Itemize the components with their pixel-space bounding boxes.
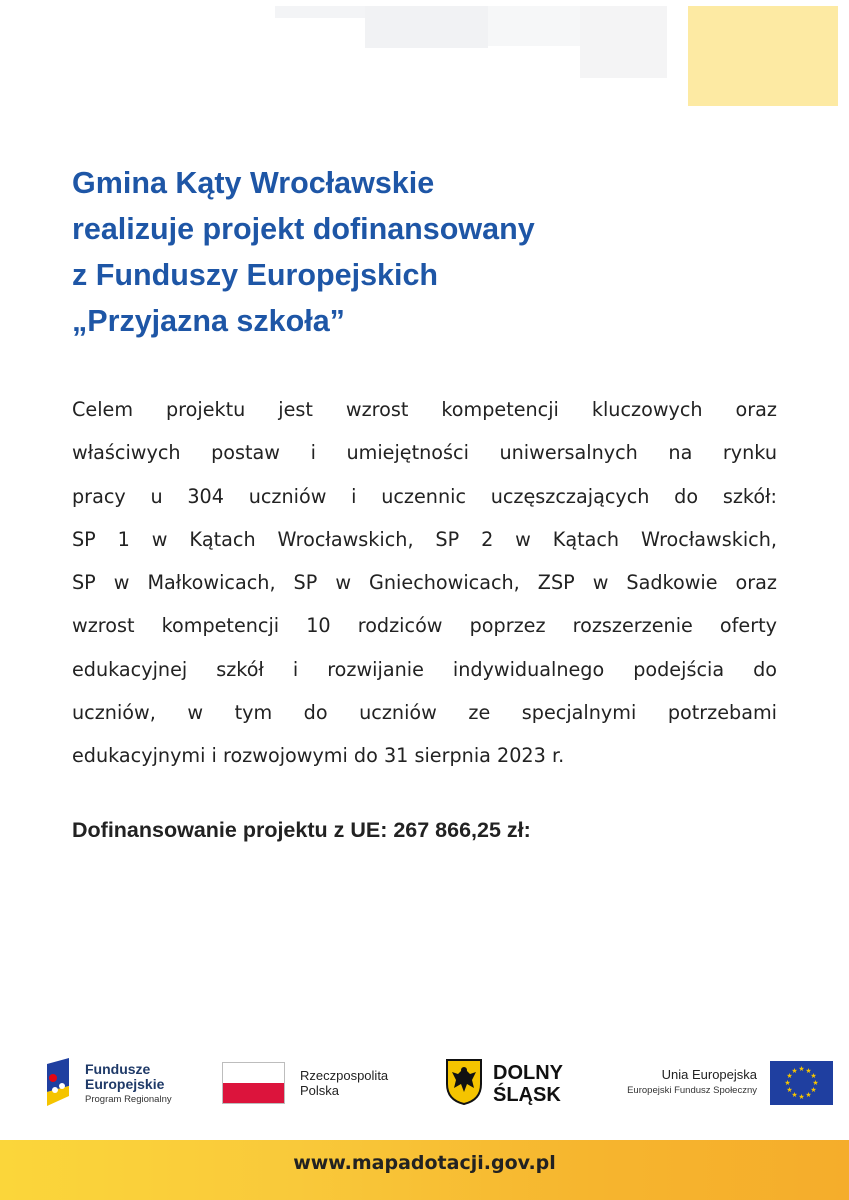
footer-bar [0,1140,849,1200]
dolny-slask-logo [445,1058,595,1112]
funding-amount: Dofinansowanie projektu z UE: 267 866,25 zł: [72,818,531,842]
description-line: uczniów, w tym do uczniów ze specjalnymi potrzebami [72,701,777,725]
page-title [72,160,772,344]
project-description [72,388,777,778]
dolny-slask-line-2: ŚLĄSK [493,1084,561,1106]
svg-text:★: ★ [791,1091,798,1099]
polish-flag-icon [222,1062,285,1104]
decor-stripe-1 [275,6,365,18]
title-line: Gmina Kąty Wrocławskie [72,166,435,200]
decor-stripe-4 [580,6,667,78]
description-line: właściwych postaw i umiejętności uniwersalnych na rynku [72,441,777,465]
fundusze-line-2: Europejskie [85,1076,165,1092]
svg-text:★: ★ [786,1086,793,1094]
unia-europejska-logo [620,1061,835,1109]
decor-yellow-block [688,6,838,106]
svg-text:★: ★ [786,1072,793,1080]
eagle-shield-icon [445,1058,483,1106]
description-line: Celem projektu jest wzrost kompetencji kluczowych oraz [72,398,777,421]
fundusze-europejskie-icon [45,1056,75,1110]
description-line: edukacyjnej szkół i rozwijanie indywidualnego podejścia do [72,657,777,681]
decor-stripe-3 [488,6,580,46]
title-line: „Przyjazna szkoła” [72,304,345,338]
rzeczpospolita-logo [222,1062,422,1106]
description-line: SP w Małkowicach, SP w Gniechowicach, ZSP w Sadkowie oraz [72,571,777,595]
description-line: edukacyjnymi i rozwojowymi do 31 sierpnia 2023 r. [72,744,565,768]
fundusze-europejskie-logo [45,1056,205,1112]
title-line: z Funduszy Europejskich [72,258,439,292]
svg-text:★: ★ [791,1067,798,1075]
svg-text:★: ★ [810,1086,817,1094]
dolny-slask-line-1: DOLNY [493,1062,563,1084]
svg-text:★: ★ [805,1091,812,1099]
svg-text:★: ★ [812,1079,819,1087]
svg-text:★: ★ [805,1067,812,1075]
fundusze-line-3: Program Regionalny [85,1094,172,1105]
title-line: realizuje projekt dofinansowany [72,212,535,246]
decor-stripe-2 [365,6,488,48]
fundusze-line-1: Fundusze [85,1061,151,1077]
rzeczpospolita-line-1: Rzeczpospolita [300,1068,389,1083]
ue-line-2: Europejski Fundusz Społeczny [627,1085,757,1096]
svg-text:★: ★ [798,1093,805,1101]
description-line: pracy u 304 uczniów i uczennic uczęszczających do szkół: [72,484,777,508]
logo-strip [0,1048,849,1118]
svg-text:★: ★ [784,1079,791,1087]
description-line: SP 1 w Kątach Wrocławskich, SP 2 w Kątach Wrocławskich, [72,527,777,551]
rzeczpospolita-line-2: Polska [300,1083,340,1098]
eu-flag-icon [770,1061,833,1105]
ue-line-1: Unia Europejska [661,1067,757,1082]
svg-text:★: ★ [810,1072,817,1080]
svg-text:★: ★ [798,1065,805,1073]
footer-url[interactable]: www.mapadotacji.gov.pl [293,1152,556,1174]
description-line: wzrost kompetencji 10 rodziców poprzez rozszerzenie oferty [72,614,777,638]
